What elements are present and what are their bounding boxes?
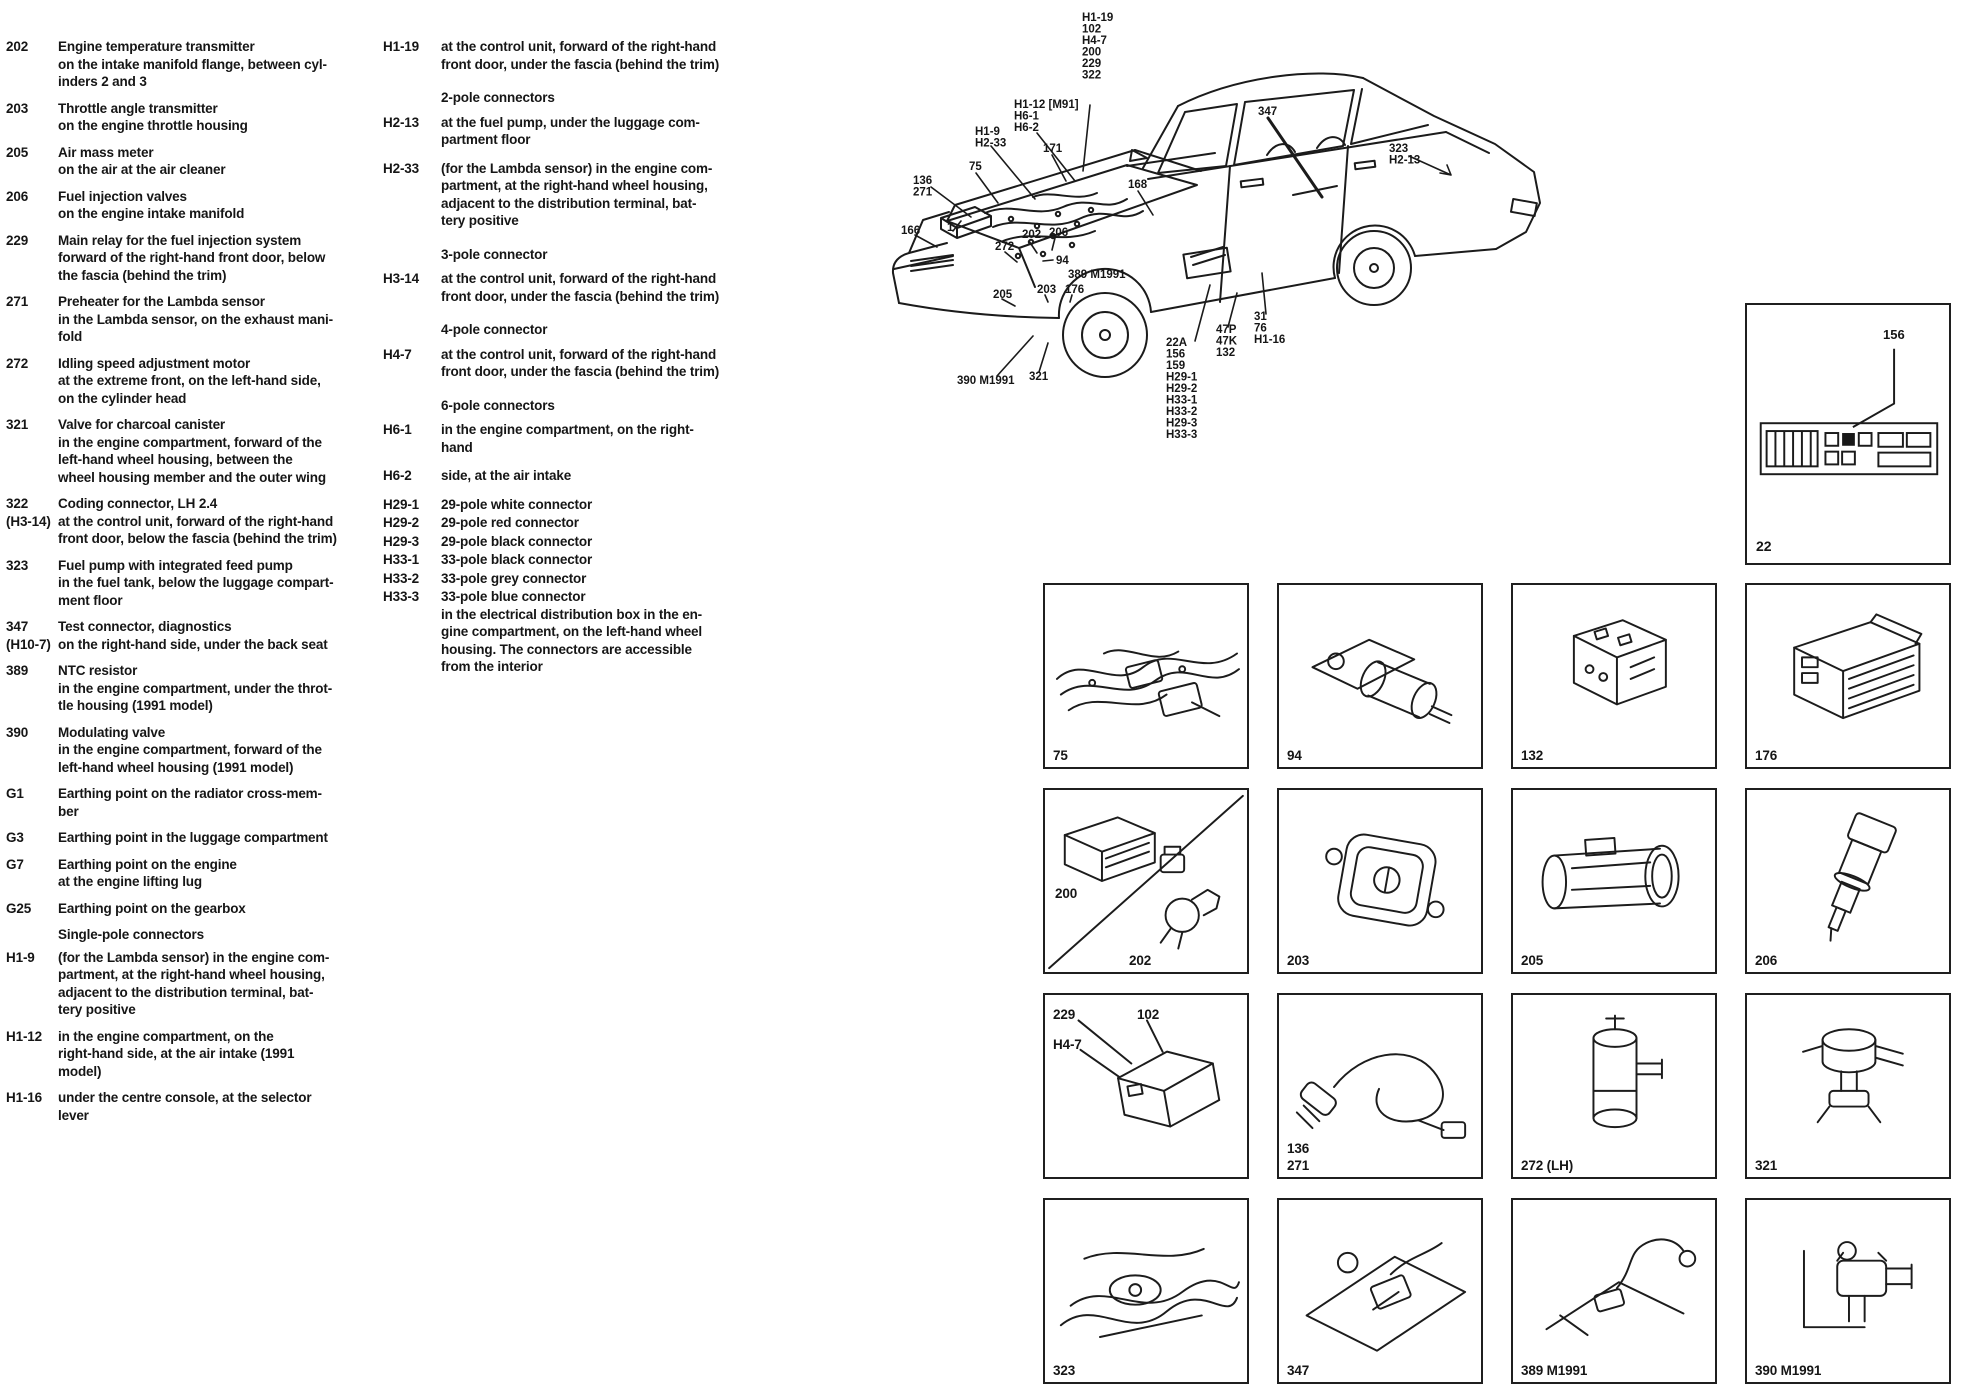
component-entry-272 — [6, 355, 366, 408]
component-entry-H29-3 — [383, 533, 759, 551]
component-description: 33-pole grey connector — [441, 570, 587, 586]
component-description: at the control unit, forward of the right-hand front door, under the fascia (behind the trim) — [441, 271, 720, 304]
diagram-label: 75 — [969, 161, 982, 173]
component-description: Coding connector, LH 2.4 at the control unit, forward of the right-hand front door, below the fascia (behind the trim) — [58, 496, 337, 546]
diagram-label: 47P 47K 132 — [1216, 324, 1238, 359]
component-entry-H33-1 — [383, 551, 759, 569]
control-unit-and-temp-sensor-illustration — [1045, 790, 1247, 972]
part-label: 203 — [1287, 953, 1310, 968]
component-description: Idling speed adjustment motor at the extreme front, on the left-hand side, on the cylinder head — [58, 355, 321, 406]
component-entry-G1 — [6, 785, 366, 820]
cylindrical-sensor-illustration — [1279, 585, 1481, 767]
part-label: 200 — [1055, 886, 1078, 901]
relay-connector-illustration — [1513, 585, 1715, 767]
component-id: H29-1 — [383, 496, 420, 512]
car-location-diagram — [885, 5, 1575, 465]
instrument-inset — [1745, 303, 1951, 565]
component-id: G3 — [6, 830, 24, 845]
throttle-angle-sensor-illustration — [1279, 790, 1481, 972]
part-label: 389 M1991 — [1521, 1363, 1588, 1378]
component-description: Earthing point on the gearbox — [58, 900, 246, 916]
component-description: Modulating valve in the engine compartment, forward of the left-hand wheel housing (1991 model) — [58, 724, 322, 775]
component-description: (for the Lambda sensor) in the engine com- partment, at the right-hand wheel housing, adjacent to the distribution terminal, bat- tery positive — [441, 160, 713, 228]
component-description: side, at the air intake — [441, 468, 572, 483]
diagram-label: H1-9 H2-33 — [975, 126, 1007, 150]
component-entry-H2-13 — [383, 114, 759, 149]
component-id: 202 — [6, 39, 29, 54]
component-id: 390 — [6, 724, 29, 740]
component-id: H1-16 — [6, 1090, 43, 1105]
diagram-label: 347 — [1258, 106, 1278, 118]
component-id: H4-7 — [383, 346, 412, 362]
component-description: 33-pole blue connector in the electrical distribution box in the en- gine compartment, on the left-hand wheel housing. The connectors are accessible from the interior — [441, 589, 703, 674]
section-header: Single-pole connectors — [58, 927, 204, 942]
component-id: 272 — [6, 355, 29, 371]
section-header: 3-pole connector — [441, 246, 548, 262]
component-id: H33-2 — [383, 570, 420, 586]
component-entry-203 — [6, 100, 366, 135]
component-id: H1-12 — [6, 1028, 43, 1044]
modulating-valve-illustration — [1747, 1200, 1949, 1382]
diagram-label: 22A 156 159 H29-1 H29-2 H33-1 H33-2 H29-3 H33-3 — [1166, 337, 1198, 441]
component-entry-H1-12 — [6, 1028, 366, 1081]
component-description: NTC resistor in the engine compartment, under the throt- tle housing (1991 model) — [58, 663, 333, 713]
ntc-resistor-illustration — [1513, 1200, 1715, 1382]
component-description: (for the Lambda sensor) in the engine com- partment, at the right-hand wheel housing, adjacent to the distribution terminal, bat- tery positive — [58, 949, 330, 1017]
diagram-label: 321 — [1029, 371, 1049, 383]
middle-column — [383, 38, 759, 677]
component-description: Earthing point in the luggage compartment — [58, 830, 328, 845]
component-id: 271 — [6, 294, 29, 309]
component-id: H2-13 — [383, 114, 420, 130]
part-box-94 — [1277, 583, 1483, 769]
fuel-injector-illustration — [1747, 790, 1949, 972]
charcoal-canister-valve-illustration — [1747, 995, 1949, 1177]
part-box-205 — [1511, 788, 1717, 974]
component-entry-390 — [6, 724, 366, 777]
component-entry-H4-7 — [383, 346, 759, 381]
part-box-323 — [1043, 1198, 1249, 1384]
air-mass-meter-illustration — [1513, 790, 1715, 972]
harness-illustration — [1045, 585, 1247, 767]
diagram-label: 94 — [1056, 255, 1069, 267]
fuel-pump-illustration — [1045, 1200, 1247, 1382]
inset-callout-156: 156 — [1883, 327, 1905, 342]
part-box-176 — [1745, 583, 1951, 769]
diagram-label: 389 M1991 — [1068, 269, 1126, 281]
component-entry-H3-14 — [383, 270, 759, 305]
component-description: Test connector, diagnostics on the right-hand side, under the back seat — [58, 619, 328, 652]
component-id: 322 (H3-14) — [6, 496, 51, 529]
component-entry-271 — [6, 293, 366, 346]
component-entry-G25 — [6, 900, 366, 918]
idling-speed-motor-illustration — [1513, 995, 1715, 1177]
diagram-label: 1 — [947, 222, 954, 234]
part-label: 202 — [1129, 953, 1152, 968]
part-box-200-202 — [1043, 788, 1249, 974]
part-label: 102 — [1137, 1007, 1160, 1022]
diagram-label: H1-19 102 H4-7 200 229 322 — [1082, 12, 1114, 82]
part-box-132 — [1511, 583, 1717, 769]
component-description: at the control unit, forward of the right-hand front door, under the fascia (behind the trim) — [441, 39, 720, 72]
part-label: 75 — [1053, 748, 1068, 763]
component-entry-H6-2 — [383, 467, 759, 485]
component-description: Fuel injection valves on the engine intake manifold — [58, 188, 245, 221]
part-box-203 — [1277, 788, 1483, 974]
section-header: 2-pole connectors — [441, 90, 555, 105]
component-id: 206 — [6, 188, 29, 204]
component-entry-H1-9 — [6, 949, 366, 1019]
part-label: H4-7 — [1053, 1037, 1082, 1052]
diagram-label: 202 — [1022, 229, 1042, 241]
part-label: 390 M1991 — [1755, 1363, 1822, 1378]
diagram-label: 272 — [995, 241, 1015, 253]
component-id: 205 — [6, 144, 29, 160]
component-entry-H33-2 — [383, 570, 759, 588]
component-entry-H29-2 — [383, 514, 759, 532]
diagram-label: 166 — [901, 225, 921, 237]
component-id: G7 — [6, 856, 24, 872]
part-box-206 — [1745, 788, 1951, 974]
part-label: 272 (LH) — [1521, 1158, 1574, 1173]
diagram-label: 31 76 H1-16 — [1254, 311, 1286, 346]
component-entry-H1-19 — [383, 38, 759, 73]
part-label: 206 — [1755, 953, 1778, 968]
component-entry-G7 — [6, 856, 366, 891]
component-description: Main relay for the fuel injection system forward of the right-hand front door, below the fascia (behind the trim) — [58, 232, 326, 283]
component-id: 321 — [6, 417, 29, 432]
component-id: G25 — [6, 900, 32, 916]
component-entry-347 — [6, 618, 366, 653]
component-description: 29-pole white connector — [441, 496, 593, 512]
diagram-label: 205 — [993, 289, 1013, 301]
diagram-label: 171 — [1043, 143, 1063, 155]
component-id: H6-1 — [383, 422, 412, 437]
component-id: H1-9 — [6, 949, 35, 965]
component-entry-202 — [6, 38, 366, 91]
component-entry-G3 — [6, 829, 366, 847]
component-description: under the centre console, at the selector lever — [58, 1090, 312, 1123]
diagram-label: 206 — [1049, 227, 1069, 239]
component-id: H6-2 — [383, 468, 412, 483]
component-description: Fuel pump with integrated feed pump in the fuel tank, below the luggage compart- ment floor — [58, 557, 334, 608]
component-entry-H33-3 — [383, 588, 759, 676]
instrument-cluster-illustration — [1747, 305, 1949, 563]
component-entry-321 — [6, 416, 366, 486]
component-entry-H2-33 — [383, 160, 759, 230]
part-label: 132 — [1521, 748, 1544, 763]
component-id: 389 — [6, 663, 29, 678]
part-box-229 — [1043, 993, 1249, 1179]
component-description: Air mass meter on the air at the air cleaner — [58, 144, 226, 177]
diagnostic-test-connector-illustration — [1279, 1200, 1481, 1382]
figure-number: 22 — [1756, 538, 1772, 554]
diagram-label: 176 — [1065, 284, 1085, 296]
component-id: H33-1 — [383, 552, 420, 567]
diagram-label: 168 — [1128, 179, 1148, 191]
part-label: 229 — [1053, 1007, 1076, 1022]
component-id: H29-3 — [383, 533, 420, 549]
part-label: 205 — [1521, 953, 1544, 968]
component-description: Valve for charcoal canister in the engine compartment, forward of the left-hand wheel housing, between the wheel housing member and the outer wing — [58, 417, 326, 485]
part-box-75 — [1043, 583, 1249, 769]
component-description: 29-pole black connector — [441, 533, 593, 549]
component-description: 29-pole red connector — [441, 515, 579, 530]
part-label: 271 — [1287, 1158, 1310, 1173]
component-description: Preheater for the Lambda sensor in the Lambda sensor, on the exhaust mani- fold — [58, 294, 334, 344]
component-id: 323 — [6, 557, 29, 573]
diagram-label: 390 M1991 — [957, 375, 1015, 387]
part-box-389 — [1511, 1198, 1717, 1384]
part-label: 323 — [1053, 1363, 1076, 1378]
part-box-390 — [1745, 1198, 1951, 1384]
component-description: Engine temperature transmitter on the intake manifold flange, between cyl- inders 2 and 3 — [58, 39, 327, 89]
component-entry-389 — [6, 662, 366, 715]
component-entry-322 — [6, 495, 366, 548]
control-unit-illustration — [1747, 585, 1949, 767]
part-label: 136 — [1287, 1141, 1310, 1156]
car-illustration — [885, 5, 1575, 465]
part-label: 176 — [1755, 748, 1778, 763]
lambda-sensor-preheater-illustration — [1279, 995, 1481, 1177]
component-id: G1 — [6, 786, 24, 801]
part-box-272 — [1511, 993, 1717, 1179]
part-label: 321 — [1755, 1158, 1778, 1173]
component-description: at the fuel pump, under the luggage com- partment floor — [441, 114, 700, 147]
component-entry-206 — [6, 188, 366, 223]
component-description: in the engine compartment, on the right- hand — [441, 422, 694, 455]
part-label: 94 — [1287, 748, 1302, 763]
component-id: H33-3 — [383, 589, 420, 604]
component-entry-H6-1 — [383, 421, 759, 456]
component-description: 33-pole black connector — [441, 552, 593, 567]
component-description: in the engine compartment, on the right-hand side, at the air intake (1991 model) — [58, 1028, 295, 1079]
left-column — [6, 38, 366, 1133]
diagram-label: H1-12 [M91] H6-1 H6-2 — [1014, 99, 1079, 134]
section-header: 6-pole connectors — [441, 397, 555, 413]
component-description: Earthing point on the engine at the engine lifting lug — [58, 856, 237, 889]
part-box-136-271 — [1277, 993, 1483, 1179]
component-description: Throttle angle transmitter on the engine throttle housing — [58, 100, 248, 133]
component-description: Earthing point on the radiator cross-mem- ber — [58, 786, 322, 819]
section-header: 4-pole connector — [441, 322, 548, 337]
diagram-label: 203 — [1037, 284, 1057, 296]
component-entry-323 — [6, 557, 366, 610]
component-entry-H1-16 — [6, 1089, 366, 1124]
part-label: 347 — [1287, 1363, 1310, 1378]
part-box-321 — [1745, 993, 1951, 1179]
component-id: H2-33 — [383, 160, 420, 176]
component-description: at the control unit, forward of the right-hand front door, under the fascia (behind the trim) — [441, 346, 720, 379]
part-box-347 — [1277, 1198, 1483, 1384]
component-id: 229 — [6, 232, 29, 248]
component-entry-205 — [6, 144, 366, 179]
component-id: 347 (H10-7) — [6, 619, 51, 652]
component-entry-H29-1 — [383, 496, 759, 514]
component-id: H3-14 — [383, 271, 420, 286]
component-id: H1-19 — [383, 39, 420, 54]
component-entry-229 — [6, 232, 366, 285]
component-id: H29-2 — [383, 515, 420, 530]
component-id: 203 — [6, 100, 29, 116]
main-relay-illustration — [1045, 995, 1247, 1177]
diagram-label: 136 271 — [913, 175, 933, 199]
diagram-label: 323 H2-13 — [1389, 143, 1421, 167]
